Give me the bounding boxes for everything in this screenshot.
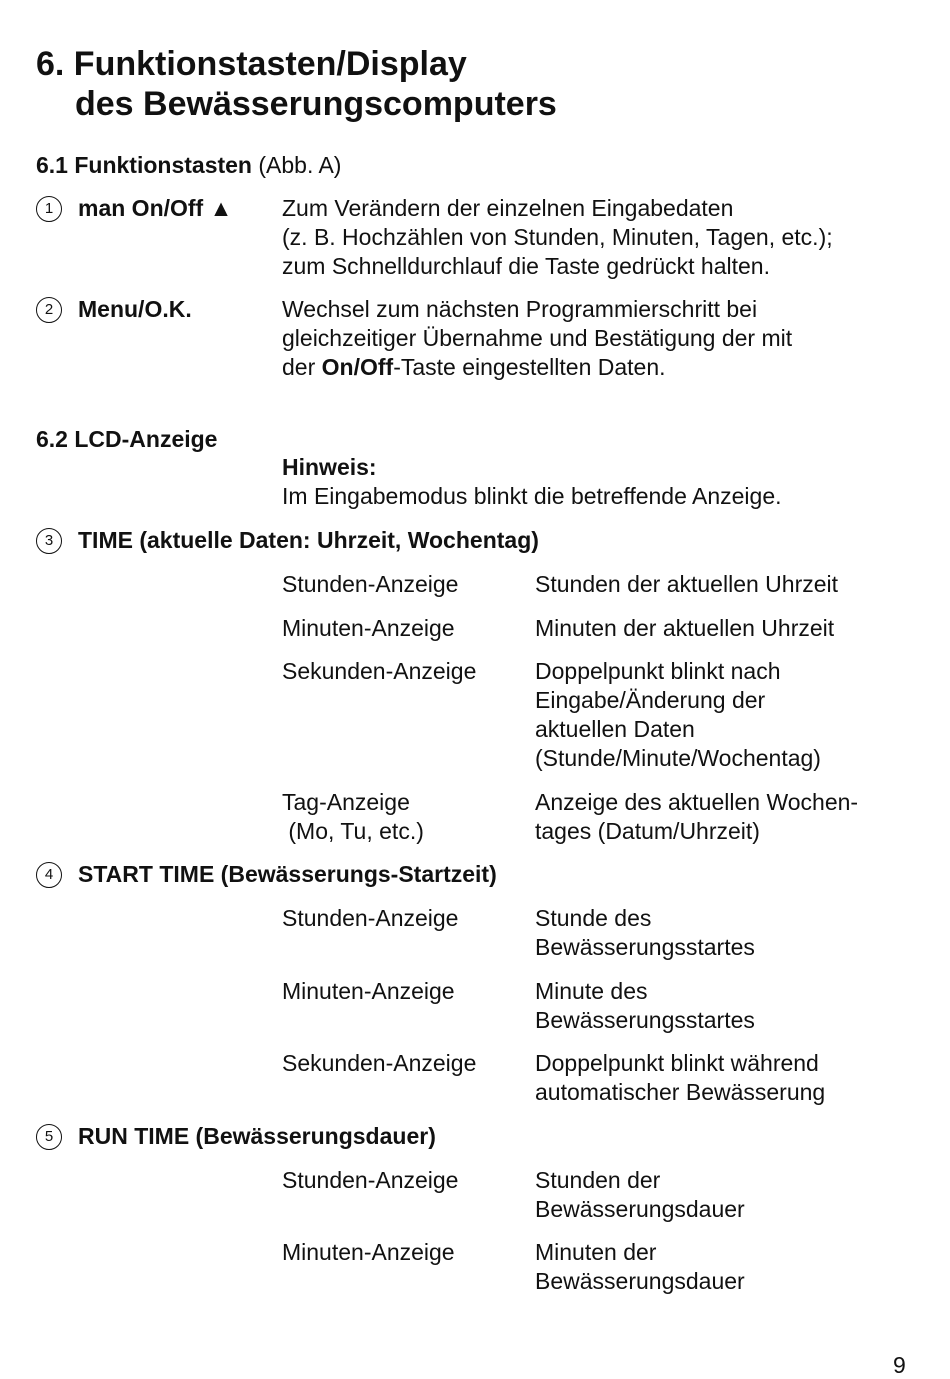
time-row-hours-desc: Stunden der aktuellen Uhrzeit <box>535 571 839 597</box>
time-row-minutes-desc: Minuten der aktuellen Uhrzeit <box>535 615 835 641</box>
time-row-seconds-desc-3: aktuellen Daten <box>535 716 695 742</box>
circled-number-1: 1 <box>36 196 62 222</box>
time-row-day-desc-1: Anzeige des aktuellen Wochen- <box>535 789 859 815</box>
section-6-1-title: 6.1 Funktionstasten <box>36 152 252 178</box>
group-start-time-title: START TIME (Bewässerungs-Startzeit) <box>78 861 497 887</box>
start-row-minutes-desc-2: Bewässerungsstartes <box>535 1007 755 1033</box>
page-title <box>36 44 467 84</box>
circled-number-2: 2 <box>36 297 62 323</box>
run-row-minutes-desc-2: Bewässerungsdauer <box>535 1268 745 1294</box>
section-6-1-ref: (Abb. A) <box>258 152 342 178</box>
page-title-line1: 6. Funktionstasten/Display <box>36 45 467 83</box>
key-label-on-off <box>78 194 232 223</box>
time-row-day-label-2: (Mo, Tu, etc.) <box>282 818 424 844</box>
key-on-off-desc-3: zum Schnelldurchlauf die Taste gedrückt halten. <box>282 253 770 279</box>
time-row-seconds-desc-4: (Stunde/Minute/Wochentag) <box>535 745 821 771</box>
time-row-seconds-desc-2: Eingabe/Änderung der <box>535 687 766 713</box>
page-number: 9 <box>893 1352 906 1378</box>
time-row-seconds-label: Sekunden-Anzeige <box>282 658 477 684</box>
start-row-minutes-label: Minuten-Anzeige <box>282 978 455 1004</box>
key-menu-desc-3 <box>282 353 666 382</box>
start-row-hours-desc-1: Stunde des <box>535 905 652 931</box>
key-menu-ok-label: Menu/O.K. <box>78 296 192 322</box>
time-row-day-desc-2: tages (Datum/Uhrzeit) <box>535 818 760 844</box>
time-row-hours-label: Stunden-Anzeige <box>282 571 459 597</box>
key-menu-desc-2: gleichzeitiger Übernahme und Bestätigung der mit <box>282 325 793 351</box>
time-row-seconds-desc-1: Doppelpunkt blinkt nach <box>535 658 781 684</box>
start-row-seconds-label: Sekunden-Anzeige <box>282 1050 477 1076</box>
start-row-minutes-desc-1: Minute des <box>535 978 648 1004</box>
time-row-day-label-1: Tag-Anzeige <box>282 789 410 815</box>
start-row-seconds-desc-1: Doppelpunkt blinkt während <box>535 1050 819 1076</box>
key-menu-desc-3-pre: der <box>282 354 322 380</box>
page-title-line2: des Bewässerungscomputers <box>75 85 557 123</box>
circled-number-5: 5 <box>36 1124 62 1150</box>
section-6-2-title: 6.2 LCD-Anzeige <box>36 426 218 452</box>
circled-number-4: 4 <box>36 862 62 888</box>
circled-number-3: 3 <box>36 528 62 554</box>
run-row-hours-desc-1: Stunden der <box>535 1167 661 1193</box>
run-row-hours-label: Stunden-Anzeige <box>282 1167 459 1193</box>
group-run-time-title: RUN TIME (Bewässerungsdauer) <box>78 1123 436 1149</box>
start-row-seconds-desc-2: automatischer Bewässerung <box>535 1079 826 1105</box>
run-row-minutes-desc-1: Minuten der <box>535 1239 657 1265</box>
time-row-minutes-label: Minuten-Anzeige <box>282 615 455 641</box>
key-menu-desc-1: Wechsel zum nächsten Programmierschritt bei <box>282 296 758 322</box>
key-on-off-desc-2: (z. B. Hochzählen von Stunden, Minuten, Tagen, etc.); <box>282 224 833 250</box>
key-menu-desc-3-post: -Taste eingestellten Daten. <box>393 354 666 380</box>
run-row-minutes-label: Minuten-Anzeige <box>282 1239 455 1265</box>
run-row-hours-desc-2: Bewässerungsdauer <box>535 1196 745 1222</box>
key-menu-desc-3-bold: On/Off <box>321 354 394 380</box>
start-row-hours-desc-2: Bewässerungsstartes <box>535 934 755 960</box>
section-6-1-heading <box>36 151 341 179</box>
key-on-off-label: man On/Off <box>78 195 204 221</box>
hint-text: Im Eingabemodus blinkt die betreffende Anzeige. <box>282 483 782 509</box>
group-time-title: TIME (aktuelle Daten: Uhrzeit, Wochentag) <box>78 527 539 553</box>
key-on-off-desc-1: Zum Verändern der einzelnen Eingabedaten <box>282 195 734 221</box>
triangle-up-icon: ▲ <box>209 195 233 221</box>
hint-title: Hinweis: <box>282 454 377 480</box>
start-row-hours-label: Stunden-Anzeige <box>282 905 459 931</box>
